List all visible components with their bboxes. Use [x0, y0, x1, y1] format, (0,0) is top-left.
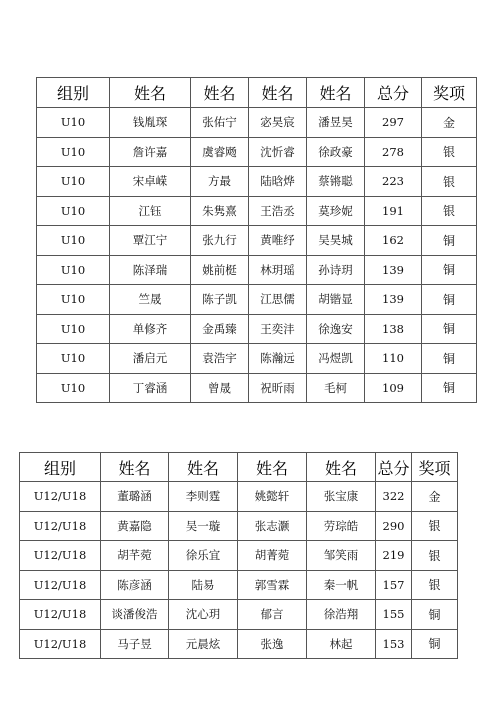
score-cell: 223: [365, 167, 422, 197]
name-cell: 冯煜凯: [307, 344, 365, 374]
group-cell: U12/U18: [20, 629, 101, 659]
name-cell: 蔡锵聪: [307, 167, 365, 197]
name-cell: 徐浩翔: [307, 600, 376, 630]
name-cell: 谈潘俊浩: [101, 600, 169, 630]
header-name: 姓名: [169, 453, 238, 482]
table-row: [20, 600, 458, 630]
award-cell: 铜: [422, 285, 477, 315]
group-cell: U10: [37, 344, 110, 374]
name-cell: 莫珍妮: [307, 196, 365, 226]
score-cell: 290: [376, 511, 412, 541]
award-cell: 铜: [422, 314, 477, 344]
award-cell: 银: [422, 137, 477, 167]
header-name: 姓名: [249, 78, 307, 108]
name-cell: 胡芊菀: [101, 541, 169, 571]
name-cell: 陆晗烨: [249, 167, 307, 197]
table-row: [37, 314, 477, 344]
name-cell: 方最: [191, 167, 249, 197]
name-cell: 董璐涵: [101, 482, 169, 512]
group-cell: U12/U18: [20, 600, 101, 630]
table-row: [37, 255, 477, 285]
award-cell: 银: [412, 570, 458, 600]
header-group: 组别: [37, 78, 110, 108]
table-row: [37, 373, 477, 403]
name-cell: 江钰: [110, 196, 191, 226]
name-cell: 徐乐宜: [169, 541, 238, 571]
group-cell: U10: [37, 373, 110, 403]
name-cell: 孙诗玥: [307, 255, 365, 285]
award-cell: 铜: [422, 255, 477, 285]
header-group: 组别: [20, 453, 101, 482]
award-cell: 银: [422, 167, 477, 197]
name-cell: 李则霆: [169, 482, 238, 512]
group-cell: U12/U18: [20, 541, 101, 571]
name-cell: 潘昱昊: [307, 108, 365, 138]
group-cell: U10: [37, 167, 110, 197]
name-cell: 胡菁菀: [238, 541, 307, 571]
name-cell: 江思儒: [249, 285, 307, 315]
table-row: [37, 108, 477, 138]
name-cell: 宋卓嵘: [110, 167, 191, 197]
name-cell: 潘启元: [110, 344, 191, 374]
header-score: 总分: [365, 78, 422, 108]
table-row: [37, 196, 477, 226]
score-cell: 278: [365, 137, 422, 167]
name-cell: 姚前梃: [191, 255, 249, 285]
score-cell: 109: [365, 373, 422, 403]
score-cell: 155: [376, 600, 412, 630]
group-cell: U12/U18: [20, 570, 101, 600]
score-cell: 157: [376, 570, 412, 600]
group-cell: U10: [37, 108, 110, 138]
name-cell: 元晨炫: [169, 629, 238, 659]
name-cell: 朱隽熹: [191, 196, 249, 226]
group-cell: U10: [37, 137, 110, 167]
name-cell: 曾晟: [191, 373, 249, 403]
name-cell: 黄唯纾: [249, 226, 307, 256]
group-cell: U12/U18: [20, 482, 101, 512]
score-cell: 139: [365, 255, 422, 285]
score-cell: 219: [376, 541, 412, 571]
table-row: [20, 541, 458, 571]
group-cell: U10: [37, 196, 110, 226]
award-cell: 金: [412, 482, 458, 512]
header-score: 总分: [376, 453, 412, 482]
name-cell: 张志灏: [238, 511, 307, 541]
name-cell: 丁睿涵: [110, 373, 191, 403]
table-row: [20, 482, 458, 512]
name-cell: 张宝康: [307, 482, 376, 512]
table-header-row: [37, 78, 477, 108]
name-cell: 张佑宁: [191, 108, 249, 138]
name-cell: 姚懿轩: [238, 482, 307, 512]
name-cell: 沈心玥: [169, 600, 238, 630]
name-cell: 黄嘉隐: [101, 511, 169, 541]
award-cell: 金: [422, 108, 477, 138]
score-cell: 191: [365, 196, 422, 226]
group-cell: U10: [37, 314, 110, 344]
score-cell: 153: [376, 629, 412, 659]
name-cell: 陈子凯: [191, 285, 249, 315]
name-cell: 虞睿飏: [191, 137, 249, 167]
table-row: [37, 285, 477, 315]
name-cell: 张九行: [191, 226, 249, 256]
name-cell: 陈彦涵: [101, 570, 169, 600]
header-name: 姓名: [307, 78, 365, 108]
award-cell: 铜: [422, 373, 477, 403]
name-cell: 詹许嘉: [110, 137, 191, 167]
name-cell: 陆易: [169, 570, 238, 600]
table-row: [37, 226, 477, 256]
table-row: [20, 570, 458, 600]
award-cell: 铜: [412, 629, 458, 659]
name-cell: 毛柯: [307, 373, 365, 403]
header-award: 奖项: [422, 78, 477, 108]
table-header-row: [20, 453, 458, 482]
name-cell: 钱胤琛: [110, 108, 191, 138]
name-cell: 胡锴显: [307, 285, 365, 315]
score-cell: 110: [365, 344, 422, 374]
name-cell: 秦一帆: [307, 570, 376, 600]
name-cell: 袁浩宇: [191, 344, 249, 374]
name-cell: 单修齐: [110, 314, 191, 344]
table-row: [20, 629, 458, 659]
name-cell: 王浩丞: [249, 196, 307, 226]
table-row: [37, 137, 477, 167]
name-cell: 覃江宁: [110, 226, 191, 256]
award-cell: 银: [422, 196, 477, 226]
header-name: 姓名: [191, 78, 249, 108]
name-cell: 陈泽瑞: [110, 255, 191, 285]
name-cell: 竺晟: [110, 285, 191, 315]
name-cell: 林玥瑶: [249, 255, 307, 285]
group-cell: U10: [37, 285, 110, 315]
table-row: [20, 511, 458, 541]
name-cell: 马子昱: [101, 629, 169, 659]
results-table-u12-u18: [19, 452, 458, 659]
header-award: 奖项: [412, 453, 458, 482]
score-cell: 138: [365, 314, 422, 344]
header-name: 姓名: [238, 453, 307, 482]
header-name: 姓名: [307, 453, 376, 482]
name-cell: 劳琮皓: [307, 511, 376, 541]
award-cell: 铜: [422, 226, 477, 256]
score-cell: 162: [365, 226, 422, 256]
name-cell: 郭雪霖: [238, 570, 307, 600]
results-table-u10: [36, 77, 477, 403]
name-cell: 郁言: [238, 600, 307, 630]
name-cell: 金禹臻: [191, 314, 249, 344]
name-cell: 陈瀚远: [249, 344, 307, 374]
name-cell: 林起: [307, 629, 376, 659]
name-cell: 徐政豪: [307, 137, 365, 167]
score-cell: 322: [376, 482, 412, 512]
award-cell: 银: [412, 541, 458, 571]
name-cell: 吴昊城: [307, 226, 365, 256]
name-cell: 吴一璇: [169, 511, 238, 541]
name-cell: 沈忻睿: [249, 137, 307, 167]
score-cell: 297: [365, 108, 422, 138]
name-cell: 宓昊宸: [249, 108, 307, 138]
header-name: 姓名: [101, 453, 169, 482]
group-cell: U12/U18: [20, 511, 101, 541]
score-cell: 139: [365, 285, 422, 315]
table-row: [37, 167, 477, 197]
name-cell: 王奕沣: [249, 314, 307, 344]
award-cell: 银: [412, 511, 458, 541]
award-cell: 铜: [422, 344, 477, 374]
header-name: 姓名: [110, 78, 191, 108]
name-cell: 祝昕雨: [249, 373, 307, 403]
group-cell: U10: [37, 226, 110, 256]
table-row: [37, 344, 477, 374]
award-cell: 铜: [412, 600, 458, 630]
name-cell: 徐逸安: [307, 314, 365, 344]
group-cell: U10: [37, 255, 110, 285]
name-cell: 张逸: [238, 629, 307, 659]
name-cell: 邹笑雨: [307, 541, 376, 571]
